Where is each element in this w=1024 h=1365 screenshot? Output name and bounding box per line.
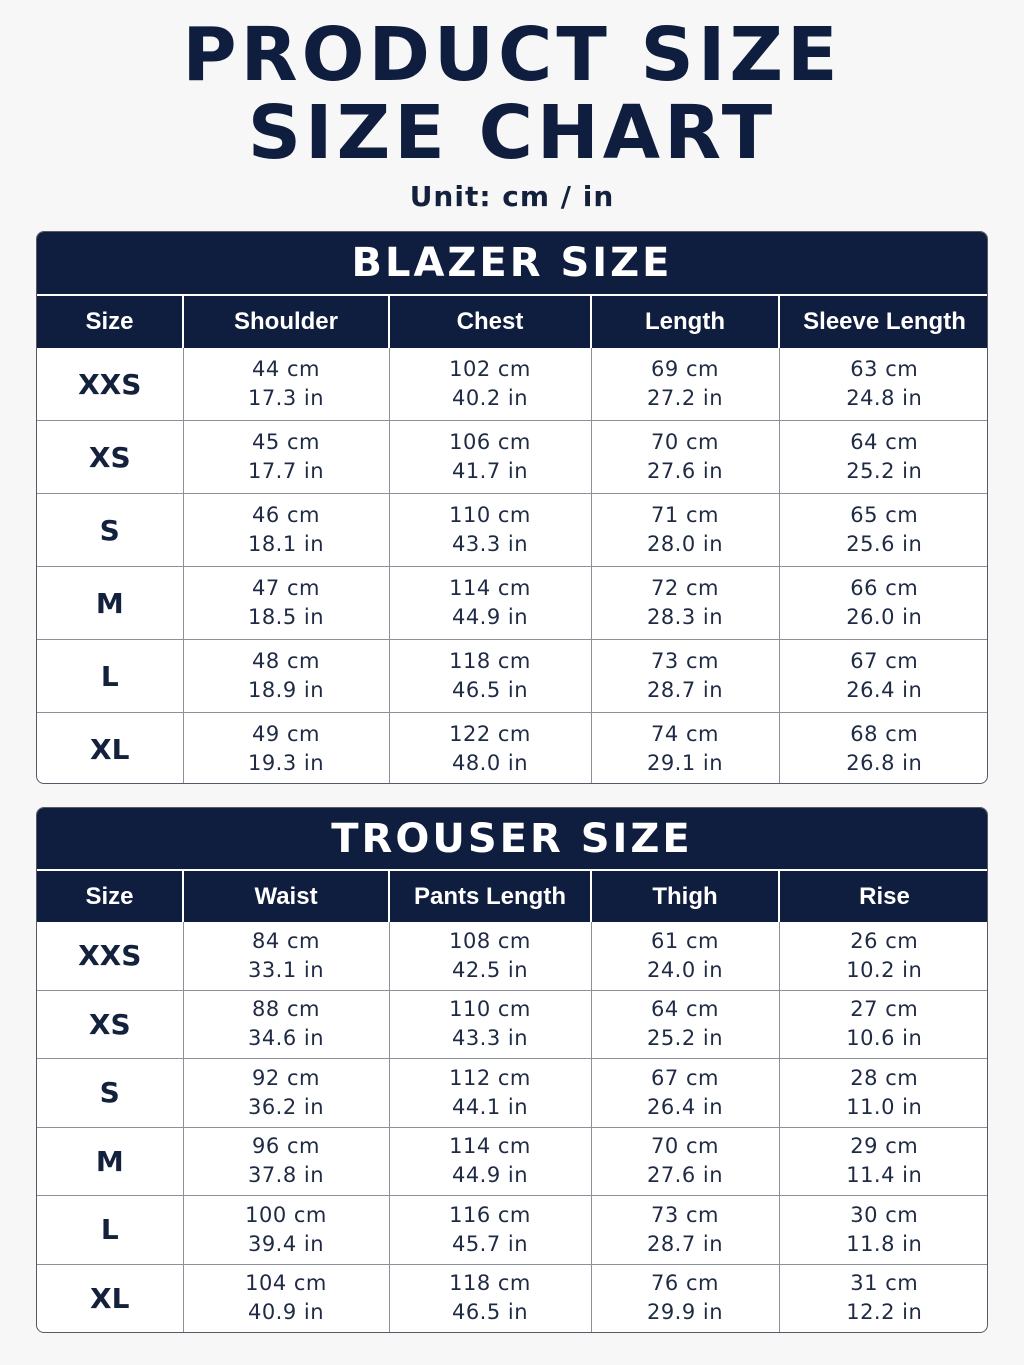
cm-value: 104 cm — [245, 1271, 327, 1296]
table-row — [37, 421, 988, 494]
measurement-cell — [779, 494, 988, 567]
inch-value: 11.0 in — [846, 1094, 923, 1119]
measurement-cell — [389, 640, 591, 713]
blazer-body — [37, 348, 988, 784]
inch-value: 26.0 in — [846, 605, 923, 629]
inch-value: 27.2 in — [646, 386, 724, 410]
measurement-cell — [389, 1127, 591, 1196]
size-label: M — [37, 1127, 183, 1196]
cm-value: 46 cm — [252, 503, 320, 527]
size-label: S — [37, 494, 183, 567]
inch-value: 33.1 in — [247, 957, 325, 982]
measurement-cell — [779, 990, 988, 1059]
cm-value: 70 cm — [651, 1134, 719, 1159]
measurement-cell — [591, 713, 779, 785]
cm-value: 30 cm — [850, 1202, 919, 1227]
cm-value: 118 cm — [449, 649, 531, 673]
table-row — [37, 494, 988, 567]
cm-value: 27 cm — [850, 997, 919, 1022]
measurement-cell — [183, 1059, 389, 1128]
inch-value: 24.8 in — [846, 386, 923, 410]
cm-value: 64 cm — [651, 997, 719, 1022]
cm-value: 74 cm — [651, 722, 719, 746]
cm-value: 118 cm — [449, 1271, 531, 1296]
cm-value: 73 cm — [651, 1202, 719, 1227]
size-label: L — [37, 1196, 183, 1265]
inch-value: 45.7 in — [451, 1231, 529, 1256]
measurement-cell — [779, 640, 988, 713]
size-label: XL — [37, 713, 183, 785]
table-row — [37, 567, 988, 640]
cm-value: 96 cm — [252, 1134, 320, 1159]
measurement-cell — [389, 1196, 591, 1265]
inch-value: 28.7 in — [646, 1231, 724, 1256]
inch-value: 40.2 in — [451, 386, 529, 410]
cm-value: 122 cm — [449, 722, 531, 746]
size-label: XXS — [37, 348, 183, 421]
measurement-cell — [183, 348, 389, 421]
table-row — [37, 990, 988, 1059]
cm-value: 110 cm — [449, 503, 531, 527]
cm-value: 108 cm — [449, 928, 531, 953]
inch-value: 27.6 in — [646, 459, 724, 483]
inch-value: 28.7 in — [646, 678, 724, 702]
cm-value: 69 cm — [651, 357, 719, 381]
table-row — [37, 922, 988, 990]
inch-value: 19.3 in — [247, 751, 325, 775]
size-label: XS — [37, 990, 183, 1059]
cm-value: 116 cm — [449, 1202, 531, 1227]
cm-value: 49 cm — [252, 722, 320, 746]
blazer-header-row — [37, 296, 988, 348]
measurement-cell — [591, 421, 779, 494]
cm-value: 29 cm — [850, 1134, 919, 1159]
measurement-cell — [183, 922, 389, 990]
cm-value: 114 cm — [449, 576, 531, 600]
size-label: XL — [37, 1264, 183, 1332]
cm-value: 73 cm — [651, 649, 719, 673]
table-row — [37, 1127, 988, 1196]
inch-value: 12.2 in — [846, 1300, 923, 1325]
trouser-size-table — [36, 807, 988, 1333]
cm-value: 44 cm — [252, 357, 320, 381]
size-label: XS — [37, 421, 183, 494]
inch-value: 10.2 in — [846, 957, 923, 982]
blazer-column-header: Sleeve Length — [779, 296, 988, 348]
measurement-cell — [183, 494, 389, 567]
trouser-heading: TROUSER SIZE — [37, 808, 987, 871]
cm-value: 63 cm — [850, 357, 919, 381]
inch-value: 36.2 in — [247, 1094, 325, 1119]
table-row — [37, 713, 988, 785]
measurement-cell — [591, 1264, 779, 1332]
inch-value: 44.9 in — [451, 1163, 529, 1188]
measurement-cell — [389, 494, 591, 567]
page-title-line-2: SIZE CHART — [247, 90, 777, 176]
measurement-cell — [591, 1127, 779, 1196]
page-title-line-1: PRODUCT SIZE — [182, 12, 842, 98]
measurement-cell — [591, 1196, 779, 1265]
blazer-column-header: Shoulder — [183, 296, 389, 348]
cm-value: 67 cm — [651, 1065, 719, 1090]
trouser-column-header: Size — [37, 871, 183, 922]
blazer-size-table — [36, 231, 988, 784]
cm-value: 72 cm — [651, 576, 719, 600]
trouser-column-header: Rise — [779, 871, 988, 922]
trouser-column-header: Pants Length — [389, 871, 591, 922]
blazer-column-header: Chest — [389, 296, 591, 348]
cm-value: 66 cm — [850, 576, 919, 600]
inch-value: 11.4 in — [846, 1163, 923, 1188]
blazer-heading: BLAZER SIZE — [37, 232, 987, 296]
measurement-cell — [779, 348, 988, 421]
measurement-cell — [389, 713, 591, 785]
cm-value: 61 cm — [651, 928, 719, 953]
measurement-cell — [389, 1264, 591, 1332]
table-row — [37, 1196, 988, 1265]
measurement-cell — [779, 1264, 988, 1332]
inch-value: 41.7 in — [451, 459, 529, 483]
measurement-cell — [779, 1059, 988, 1128]
inch-value: 46.5 in — [451, 1300, 529, 1325]
inch-value: 39.4 in — [247, 1231, 325, 1256]
unit-label: Unit: cm / in — [409, 180, 615, 213]
inch-value: 18.5 in — [247, 605, 325, 629]
inch-value: 37.8 in — [247, 1163, 325, 1188]
trouser-header-row — [37, 871, 988, 922]
inch-value: 17.3 in — [247, 386, 325, 410]
inch-value: 42.5 in — [451, 957, 529, 982]
inch-value: 24.0 in — [646, 957, 724, 982]
inch-value: 27.6 in — [646, 1163, 724, 1188]
measurement-cell — [183, 567, 389, 640]
cm-value: 64 cm — [850, 430, 919, 454]
measurement-cell — [183, 421, 389, 494]
measurement-cell — [591, 922, 779, 990]
inch-value: 18.1 in — [247, 532, 325, 556]
inch-value: 10.6 in — [846, 1026, 923, 1051]
measurement-cell — [183, 990, 389, 1059]
table-row — [37, 348, 988, 421]
table-row — [37, 1264, 988, 1332]
measurement-cell — [183, 713, 389, 785]
size-label: XXS — [37, 922, 183, 990]
measurement-cell — [591, 990, 779, 1059]
cm-value: 70 cm — [651, 430, 719, 454]
inch-value: 44.1 in — [451, 1094, 529, 1119]
cm-value: 76 cm — [651, 1271, 719, 1296]
inch-value: 26.4 in — [846, 678, 923, 702]
table-row — [37, 1059, 988, 1128]
trouser-grid — [37, 871, 988, 1332]
inch-value: 25.2 in — [846, 459, 923, 483]
cm-value: 31 cm — [850, 1271, 919, 1296]
blazer-column-header: Length — [591, 296, 779, 348]
cm-value: 92 cm — [252, 1065, 320, 1090]
inch-value: 34.6 in — [247, 1026, 325, 1051]
cm-value: 112 cm — [449, 1065, 531, 1090]
inch-value: 25.6 in — [846, 532, 923, 556]
measurement-cell — [389, 922, 591, 990]
inch-value: 43.3 in — [451, 532, 529, 556]
cm-value: 84 cm — [252, 928, 320, 953]
inch-value: 25.2 in — [646, 1026, 724, 1051]
measurement-cell — [183, 1127, 389, 1196]
measurement-cell — [183, 1264, 389, 1332]
measurement-cell — [389, 990, 591, 1059]
inch-value: 11.8 in — [846, 1231, 923, 1256]
measurement-cell — [779, 1196, 988, 1265]
cm-value: 110 cm — [449, 997, 531, 1022]
trouser-column-header: Waist — [183, 871, 389, 922]
measurement-cell — [591, 348, 779, 421]
inch-value: 29.1 in — [646, 751, 724, 775]
cm-value: 71 cm — [651, 503, 719, 527]
inch-value: 18.9 in — [247, 678, 325, 702]
measurement-cell — [779, 421, 988, 494]
blazer-column-header: Size — [37, 296, 183, 348]
cm-value: 26 cm — [850, 928, 919, 953]
measurement-cell — [591, 640, 779, 713]
inch-value: 28.0 in — [646, 532, 724, 556]
measurement-cell — [591, 1059, 779, 1128]
size-label: S — [37, 1059, 183, 1128]
inch-value: 44.9 in — [451, 605, 529, 629]
measurement-cell — [183, 1196, 389, 1265]
measurement-cell — [183, 640, 389, 713]
cm-value: 114 cm — [449, 1134, 531, 1159]
cm-value: 102 cm — [449, 357, 531, 381]
measurement-cell — [779, 713, 988, 785]
inch-value: 29.9 in — [646, 1300, 724, 1325]
measurement-cell — [779, 567, 988, 640]
cm-value: 100 cm — [245, 1202, 327, 1227]
cm-value: 106 cm — [449, 430, 531, 454]
inch-value: 43.3 in — [451, 1026, 529, 1051]
measurement-cell — [591, 567, 779, 640]
size-label: M — [37, 567, 183, 640]
inch-value: 40.9 in — [247, 1300, 325, 1325]
measurement-cell — [389, 567, 591, 640]
inch-value: 28.3 in — [646, 605, 724, 629]
measurement-cell — [389, 1059, 591, 1128]
cm-value: 88 cm — [252, 997, 320, 1022]
cm-value: 48 cm — [252, 649, 320, 673]
measurement-cell — [389, 348, 591, 421]
cm-value: 47 cm — [252, 576, 320, 600]
cm-value: 68 cm — [850, 722, 919, 746]
cm-value: 28 cm — [850, 1065, 919, 1090]
cm-value: 65 cm — [850, 503, 919, 527]
inch-value: 26.4 in — [646, 1094, 724, 1119]
trouser-body — [37, 922, 988, 1332]
measurement-cell — [389, 421, 591, 494]
inch-value: 26.8 in — [846, 751, 923, 775]
table-row — [37, 640, 988, 713]
blazer-grid — [37, 296, 988, 784]
trouser-column-header: Thigh — [591, 871, 779, 922]
measurement-cell — [779, 1127, 988, 1196]
inch-value: 48.0 in — [451, 751, 529, 775]
cm-value: 45 cm — [252, 430, 320, 454]
inch-value: 46.5 in — [451, 678, 529, 702]
inch-value: 17.7 in — [247, 459, 325, 483]
cm-value: 67 cm — [850, 649, 919, 673]
size-label: L — [37, 640, 183, 713]
measurement-cell — [591, 494, 779, 567]
measurement-cell — [779, 922, 988, 990]
